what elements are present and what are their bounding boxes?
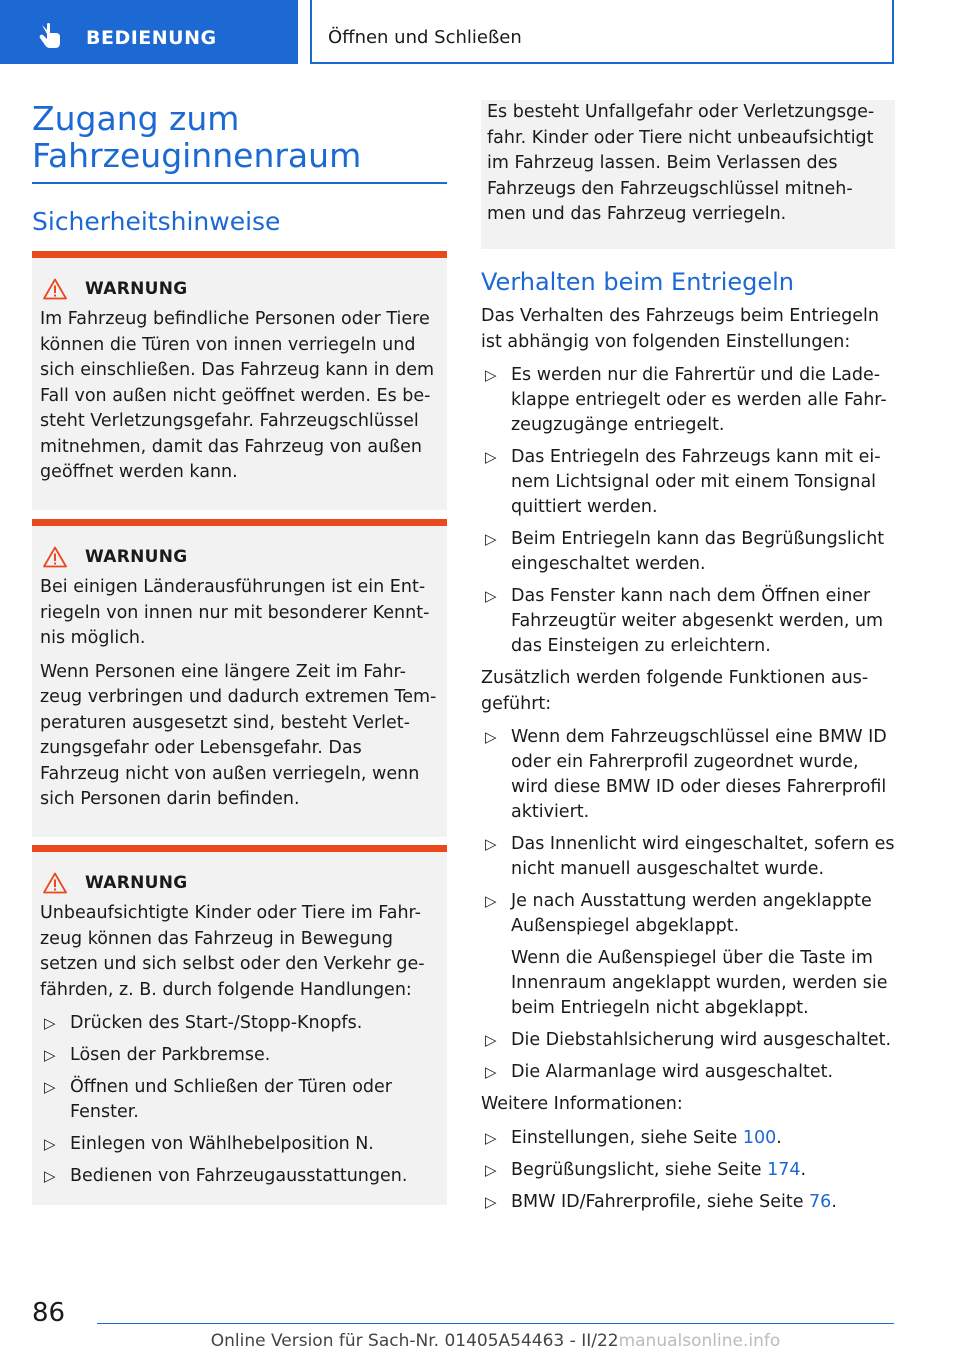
warning-label: WARNUNG	[85, 279, 188, 299]
triangle-bullet-icon: ▷	[44, 1046, 56, 1064]
chapter-box	[310, 0, 894, 64]
list-item: ▷ Das Entriegeln des Fahrzeugs kann mit ei-nem Lichtsignal oder mit einem Tonsignal quittiert werden.	[485, 447, 881, 517]
warning-label: WARNUNG	[85, 873, 188, 893]
triangle-bullet-icon: ▷	[485, 892, 497, 910]
warning-bar	[32, 251, 447, 258]
triangle-bullet-icon: ▷	[485, 448, 497, 466]
section-subtitle: Sicherheitshinweise	[32, 207, 281, 236]
warning-title	[40, 277, 439, 301]
chapter-label: Öffnen und Schließen	[328, 27, 522, 48]
right-column	[481, 268, 896, 1222]
triangle-bullet-icon: ▷	[485, 835, 497, 853]
warning-bar	[32, 519, 447, 526]
warning-text: Unbeaufsichtigte Kinder oder Tiere im Fahr-zeug können das Fahrzeug in Bewegung setzen und sich selbst oder den Verkehr ge-fährden, z. B. durch folgende Handlungen:	[40, 903, 425, 1000]
warning-list	[40, 1011, 439, 1189]
triangle-bullet-icon: ▷	[485, 1128, 497, 1147]
warning-triangle-icon	[43, 872, 67, 894]
settings-list	[481, 363, 896, 659]
warning-box-3	[32, 845, 447, 1205]
warning-title	[40, 545, 439, 569]
warning-text: Wenn Personen eine längere Zeit im Fahr-zeug verbringen und dadurch extremen Tem-peraturen ausgesetzt sind, besteht Verlet-zungsgefahr oder Lebensgefahr. Das Fahrzeug nicht von außen verriegeln, wenn sich Personen darin befinden.	[40, 661, 437, 809]
page-title	[32, 100, 452, 174]
list-item: ▷ Lösen der Parkbremse.	[40, 1043, 439, 1068]
list-item: ▷ Bedienen von Fahrzeugausstattungen.	[40, 1164, 439, 1189]
triangle-bullet-icon: ▷	[44, 1014, 56, 1032]
list-item: ▷ Die Diebstahlsicherung wird ausgeschaltet.	[481, 1028, 896, 1053]
warning-box-2	[32, 519, 447, 837]
page-title-line1: Zugang zum	[32, 99, 240, 138]
page-title-line2: Fahrzeuginnenraum	[32, 136, 362, 175]
page-link[interactable]: 100	[742, 1127, 777, 1148]
warning-text: Im Fahrzeug befindliche Personen oder Tiere können die Türen von innen verriegeln und sich einschließen. Das Fahrzeug kann in dem Fall von außen nicht geöffnet werden. Es be-steht Verletzungsgefahr. Fahrzeugschlüssel mitnehmen, damit das Fahrzeug von außen geöffnet werden kann.	[40, 309, 435, 482]
warning-label: WARNUNG	[85, 547, 188, 567]
footer-online-version: Online Version für Sach-Nr. 01405A54463 - II/22manualsonline.info	[210, 1331, 781, 1351]
list-item: ▷ Öffnen und Schließen der Türen oder Fenster.	[44, 1077, 392, 1122]
section-heading: Verhalten beim Entriegeln	[481, 268, 795, 296]
functions-list	[481, 725, 896, 939]
reference-item: ▷ BMW ID/Fahrerprofile, siehe Seite 76.	[481, 1190, 896, 1215]
list-item: ▷ Drücken des Start-/Stopp-Knopfs.	[40, 1011, 439, 1036]
list-item: ▷ Das Fenster kann nach dem Öffnen einer Fahrzeugtür weiter abgesenkt werden, um das Einsteigen zu erleichtern.	[485, 586, 884, 656]
list-sub-paragraph: Wenn die Außenspiegel über die Taste im Innenraum angeklappt wurden, werden sie beim Entriegeln nicht abgeklappt.	[511, 948, 888, 1018]
warning-box-1	[32, 251, 447, 510]
warning-bar	[32, 845, 447, 852]
triangle-bullet-icon: ▷	[44, 1167, 56, 1185]
triangle-bullet-icon: ▷	[485, 530, 497, 548]
list-item: ▷ Die Alarmanlage wird ausgeschaltet.	[481, 1060, 896, 1085]
title-divider	[32, 182, 447, 184]
warning-title	[40, 871, 439, 895]
warning-triangle-icon	[43, 546, 67, 568]
warning-text: Bei einigen Länderausführungen ist ein Ent-riegeln von innen nur mit besonderer Kennt-nis möglich.	[40, 577, 430, 648]
warning-continued-box	[481, 100, 895, 249]
triangle-bullet-icon: ▷	[485, 1160, 497, 1179]
page-link[interactable]: 76	[809, 1191, 832, 1212]
paragraph: Weitere Informationen:	[481, 1094, 683, 1114]
list-item: ▷ Je nach Ausstattung werden angeklappte Außenspiegel abgeklappt.	[485, 891, 872, 936]
triangle-bullet-icon: ▷	[485, 728, 497, 746]
list-item: ▷ Wenn dem Fahrzeugschlüssel eine BMW ID oder ein Fahrerprofil zugeordnet wurde, wird diese BMW ID oder dieses Fahrerprofil aktiviert.	[485, 727, 887, 822]
triangle-bullet-icon: ▷	[485, 366, 497, 384]
triangle-bullet-icon: ▷	[44, 1078, 56, 1096]
triangle-bullet-icon: ▷	[485, 1192, 497, 1211]
list-item: ▷ Beim Entriegeln kann das Begrüßungslicht eingeschaltet werden.	[485, 529, 885, 574]
triangle-bullet-icon: ▷	[485, 1063, 497, 1081]
triangle-bullet-icon: ▷	[485, 1031, 497, 1049]
list-item: ▷ Das Innenlicht wird eingeschaltet, sofern es nicht manuell ausgeschaltet wurde.	[485, 834, 895, 879]
reference-item: ▷ Begrüßungslicht, siehe Seite 174.	[481, 1158, 896, 1183]
list-item: ▷ Es werden nur die Fahrertür und die Lade-klappe entriegelt oder es werden alle Fahr-zeugzugänge entriegelt.	[485, 365, 887, 435]
triangle-bullet-icon: ▷	[44, 1135, 56, 1153]
watermark: manualsonline.info	[618, 1331, 781, 1351]
hand-pointer-icon	[38, 23, 64, 49]
footer-divider	[97, 1323, 894, 1324]
warning-continued-text: Es besteht Unfallgefahr oder Verletzungsge-fahr. Kinder oder Tiere nicht unbeaufsichtigt im Fahrzeug lassen. Beim Verlassen des Fahrzeugs den Fahrzeugschlüssel mitneh-men und das Fahrzeug verriegeln.	[487, 102, 875, 224]
section-tab	[0, 0, 298, 64]
functions-list-cont	[481, 1028, 896, 1085]
section-label: BEDIENUNG	[86, 27, 217, 49]
references-list	[481, 1126, 896, 1215]
warning-triangle-icon	[43, 278, 67, 300]
page-link[interactable]: 174	[767, 1159, 801, 1180]
reference-item: ▷ Einstellungen, siehe Seite 100.	[481, 1126, 896, 1151]
paragraph: Das Verhalten des Fahrzeugs beim Entriegeln ist abhängig von folgenden Einstellungen:	[481, 306, 879, 352]
paragraph: Zusätzlich werden folgende Funktionen aus-geführt:	[481, 668, 869, 714]
triangle-bullet-icon: ▷	[485, 587, 497, 605]
page-number: 86	[32, 1298, 66, 1328]
list-item: ▷ Einlegen von Wählhebelposition N.	[40, 1132, 439, 1157]
